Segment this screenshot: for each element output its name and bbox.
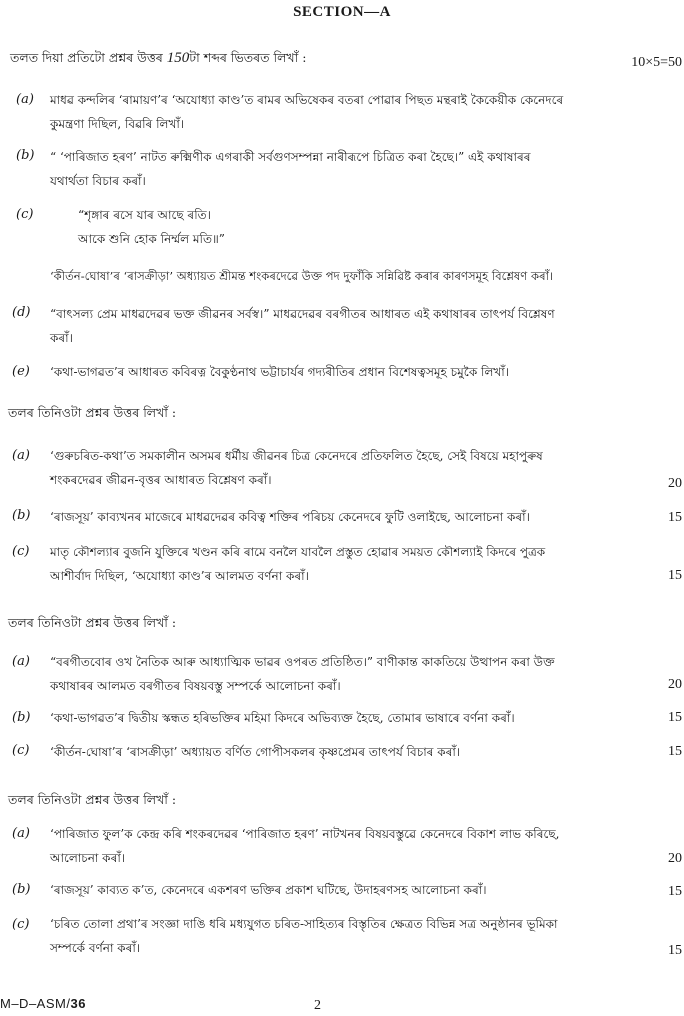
q1d-line-1: “বাৎসল্য প্ৰেম মাধৱদেৱৰ ভক্ত জীৱনৰ সৰ্বস্ব।” মাধৱদেৱৰ বৰগীতৰ আধাৰত এই কথাষাৰৰ তাৎপৰ্য বিশ্লেষণ — [50, 307, 555, 321]
q2c-text — [50, 540, 662, 588]
q1c-text — [50, 264, 675, 288]
q3-instruction: তলৰ তিনিওটা প্ৰশ্নৰ উত্তৰ লিখাঁ : — [8, 615, 177, 630]
q3a-marks: 20 — [668, 677, 682, 692]
q2b-marks: 15 — [668, 510, 682, 525]
q2-instruction: তলৰ তিনিওটা প্ৰশ্নৰ উত্তৰ লিখাঁ : — [8, 405, 177, 420]
paper-code-prefix: M–D–ASM/ — [0, 996, 71, 1011]
q4b-label: (b) — [12, 882, 31, 897]
q1b-line-1: “ ‘পাৰিজাত হৰণ’ নাটত ৰুক্মিণীক এগৰাকী সৰ্বগুণসম্পন্না নাৰীৰূপে চিত্ৰিত কৰা হৈছে।” এই কথাষাৰৰ — [50, 150, 531, 164]
q1a-line-1: মাধৱ কন্দলিৰ ‘ৰামায়ণ’ৰ ‘অযোধ্যা কাণ্ড’ত ৰামৰ অভিষেকৰ বতৰা পোৱাৰ পিছত মন্থৰাই কৈকেয়ীক কেনেদৰে — [50, 93, 564, 107]
section-title: SECTION—A — [293, 4, 391, 20]
q1e-line-1: ‘কথা-ভাগৱত’ৰ আধাৰত কবিৰত্ন বৈকুণ্ঠনাথ ভট্টাচাৰ্যৰ গদ্যৰীতিৰ প্ৰধান বিশেষত্বসমূহ চমুকৈ লিখাঁ। — [50, 365, 510, 379]
q3a-label: (a) — [12, 654, 30, 669]
q2b-line-1: ‘ৰাজসূয়’ কাব্যখনৰ মাজেৰে মাধৱদেৱৰ কবিত্ব শক্তিৰ পৰিচয় কেনেদৰে ফুটি ওলাইছে, আলোচনা কৰাঁ। — [50, 510, 530, 524]
q2c-label: (c) — [12, 544, 30, 559]
q1d-text — [50, 302, 662, 350]
q3a-line-1: “বৰগীতবোৰ ওখ নৈতিক আৰু আধ্যাত্মিক ভাৱৰ ওপৰত প্ৰতিষ্ঠিত।” বাণীকান্ত কাকতিয়ে উত্থাপন কৰা উক্ত — [50, 655, 555, 669]
q3b-label: (b) — [12, 710, 31, 725]
q2c-line-1: মাতৃ কৌশল্যাৰ বুজনি যুক্তিৰে খণ্ডন কৰি ৰামে বনলৈ যাবলৈ প্ৰস্তুত হোৱাৰ সময়ত কৌশল্যাই কিদৰে পুত্ৰক — [50, 545, 546, 559]
q1d-label: (d) — [12, 305, 31, 320]
q1c-verse-2: আকে শুনি হোক নিৰ্ম্মল মতি॥” — [78, 232, 225, 246]
q1b-text — [50, 145, 662, 193]
q2a-text — [50, 444, 662, 492]
q1b-label: (b) — [16, 148, 35, 163]
q2a-line-2: শংকৰদেৱৰ জীৱন-বৃত্তৰ আধাৰত বিশ্লেষণ কৰাঁ। — [50, 473, 272, 487]
q1-word-limit: 150 — [166, 50, 190, 66]
q2b-label: (b) — [12, 508, 31, 523]
q2a-label: (a) — [12, 448, 30, 463]
q4b-text — [50, 878, 650, 902]
paper-code-number: 36 — [70, 996, 86, 1011]
q2b-text — [50, 505, 650, 529]
q2c-marks: 15 — [668, 568, 682, 583]
q1a-text — [50, 88, 662, 136]
q1-marks: 10×5=50 — [631, 55, 682, 70]
q1e-label: (e) — [12, 364, 30, 379]
q4b-line-1: ‘ৰাজসূয়’ কাব্যত ক’ত, কেনেদৰে একশৰণ ভক্তিৰ প্ৰকাশ ঘটিছে, উদাহৰণসহ আলোচনা কৰাঁ। — [50, 883, 487, 897]
q1-instruction-post: টা শব্দৰ ভিতৰত লিখাঁ : — [189, 50, 307, 65]
page-number: 2 — [314, 998, 321, 1013]
q4c-line-1: ‘চৰিত তোলা প্ৰথা’ৰ সংজ্ঞা দাঙি ধৰি মধ্যযুগত চৰিত-সাহিত্যৰ বিস্তৃতিৰ ক্ষেত্ৰত বিভিন্ন সত্ৰ অনুষ্ঠানৰ ভূমিকা — [50, 917, 558, 931]
q3b-line-1: ‘কথা-ভাগৱত’ৰ দ্বিতীয় স্কন্ধত হৰিভক্তিৰ মহিমা কিদৰে অভিব্যক্ত হৈছে, তোমাৰ ভাষাৰে বৰ্ণনা কৰাঁ। — [50, 711, 515, 725]
q3c-line-1: ‘কীৰ্তন-ঘোষা’ৰ ‘ৰাসক্ৰীড়া’ অধ্যায়ত বৰ্ণিত গোপীসকলৰ কৃষ্ণপ্ৰেমৰ তাৎপৰ্য বিচাৰ কৰাঁ। — [50, 745, 461, 759]
q1c-verse — [78, 203, 225, 251]
q1c-verse-1: “শৃঙ্গাৰ ৰসে যাৰ আছে ৰতি। — [78, 208, 211, 222]
q1-instruction — [10, 49, 306, 67]
q3b-marks: 15 — [668, 710, 682, 725]
q3b-text — [50, 706, 650, 730]
q4c-marks: 15 — [668, 943, 682, 958]
q1e-text — [50, 360, 670, 384]
q1b-line-2: যথাৰ্থতা বিচাৰ কৰাঁ। — [50, 174, 146, 188]
q3c-label: (c) — [12, 743, 30, 758]
q3c-marks: 15 — [668, 744, 682, 759]
q1d-line-2: কৰাঁ। — [50, 331, 73, 345]
q4c-label: (c) — [12, 917, 30, 932]
q4c-text — [50, 912, 662, 960]
paper-code — [0, 996, 86, 1011]
q4a-label: (a) — [12, 826, 30, 841]
q1c-label: (c) — [16, 207, 34, 222]
q2c-line-2: আশীৰ্বাদ দিছিল, ‘অযোধ্যা কাণ্ড’ৰ আলমত বৰ্ণনা কৰাঁ। — [50, 569, 309, 583]
q4a-text — [50, 822, 662, 870]
q3a-text — [50, 650, 662, 698]
q1a-label: (a) — [16, 92, 34, 107]
q3a-line-2: কথাষাৰৰ আলমত বৰগীতৰ বিষয়বস্তু সম্পৰ্কে আলোচনা কৰাঁ। — [50, 679, 341, 693]
q2a-marks: 20 — [668, 476, 682, 491]
q3c-text — [50, 740, 650, 764]
q1c-line-1: ‘কীৰ্তন-ঘোষা’ৰ ‘ৰাসক্ৰীড়া’ অধ্যায়ত শ্ৰীমন্ত শংকৰদেৱে উক্ত পদ দুফাঁকি সন্নিৱিষ্ট কৰাৰ কাৰণসমূহ বিশ্লেষণ কৰাঁ। — [50, 269, 554, 283]
q4a-marks: 20 — [668, 851, 682, 866]
q2a-line-1: ‘গুৰুচৰিত-কথা’ত সমকালীন অসমৰ ধৰ্মীয় জীৱনৰ চিত্ৰ কেনেদৰে প্ৰতিফলিত হৈছে, সেই বিষয়ে মহাপুৰুষ — [50, 449, 543, 463]
q1-instruction-pre: তলত দিয়া প্ৰতিটো প্ৰশ্নৰ উত্তৰ — [10, 50, 167, 65]
q4c-line-2: সম্পৰ্কে বৰ্ণনা কৰাঁ। — [50, 941, 141, 955]
q1a-line-2: কুমন্ত্ৰণা দিছিল, বিৱৰি লিখাঁ। — [50, 117, 185, 131]
q4-instruction: তলৰ তিনিওটা প্ৰশ্নৰ উত্তৰ লিখাঁ : — [8, 792, 177, 807]
q4a-line-2: আলোচনা কৰাঁ। — [50, 851, 126, 865]
q4b-marks: 15 — [668, 884, 682, 899]
q4a-line-1: ‘পাৰিজাত ফুল’ক কেন্দ্ৰ কৰি শংকৰদেৱৰ ‘পাৰিজাত হৰণ’ নাটখনৰ বিষয়বস্তুৱে কেনেদৰে বিকাশ লাভ কৰিছে, — [50, 827, 560, 841]
